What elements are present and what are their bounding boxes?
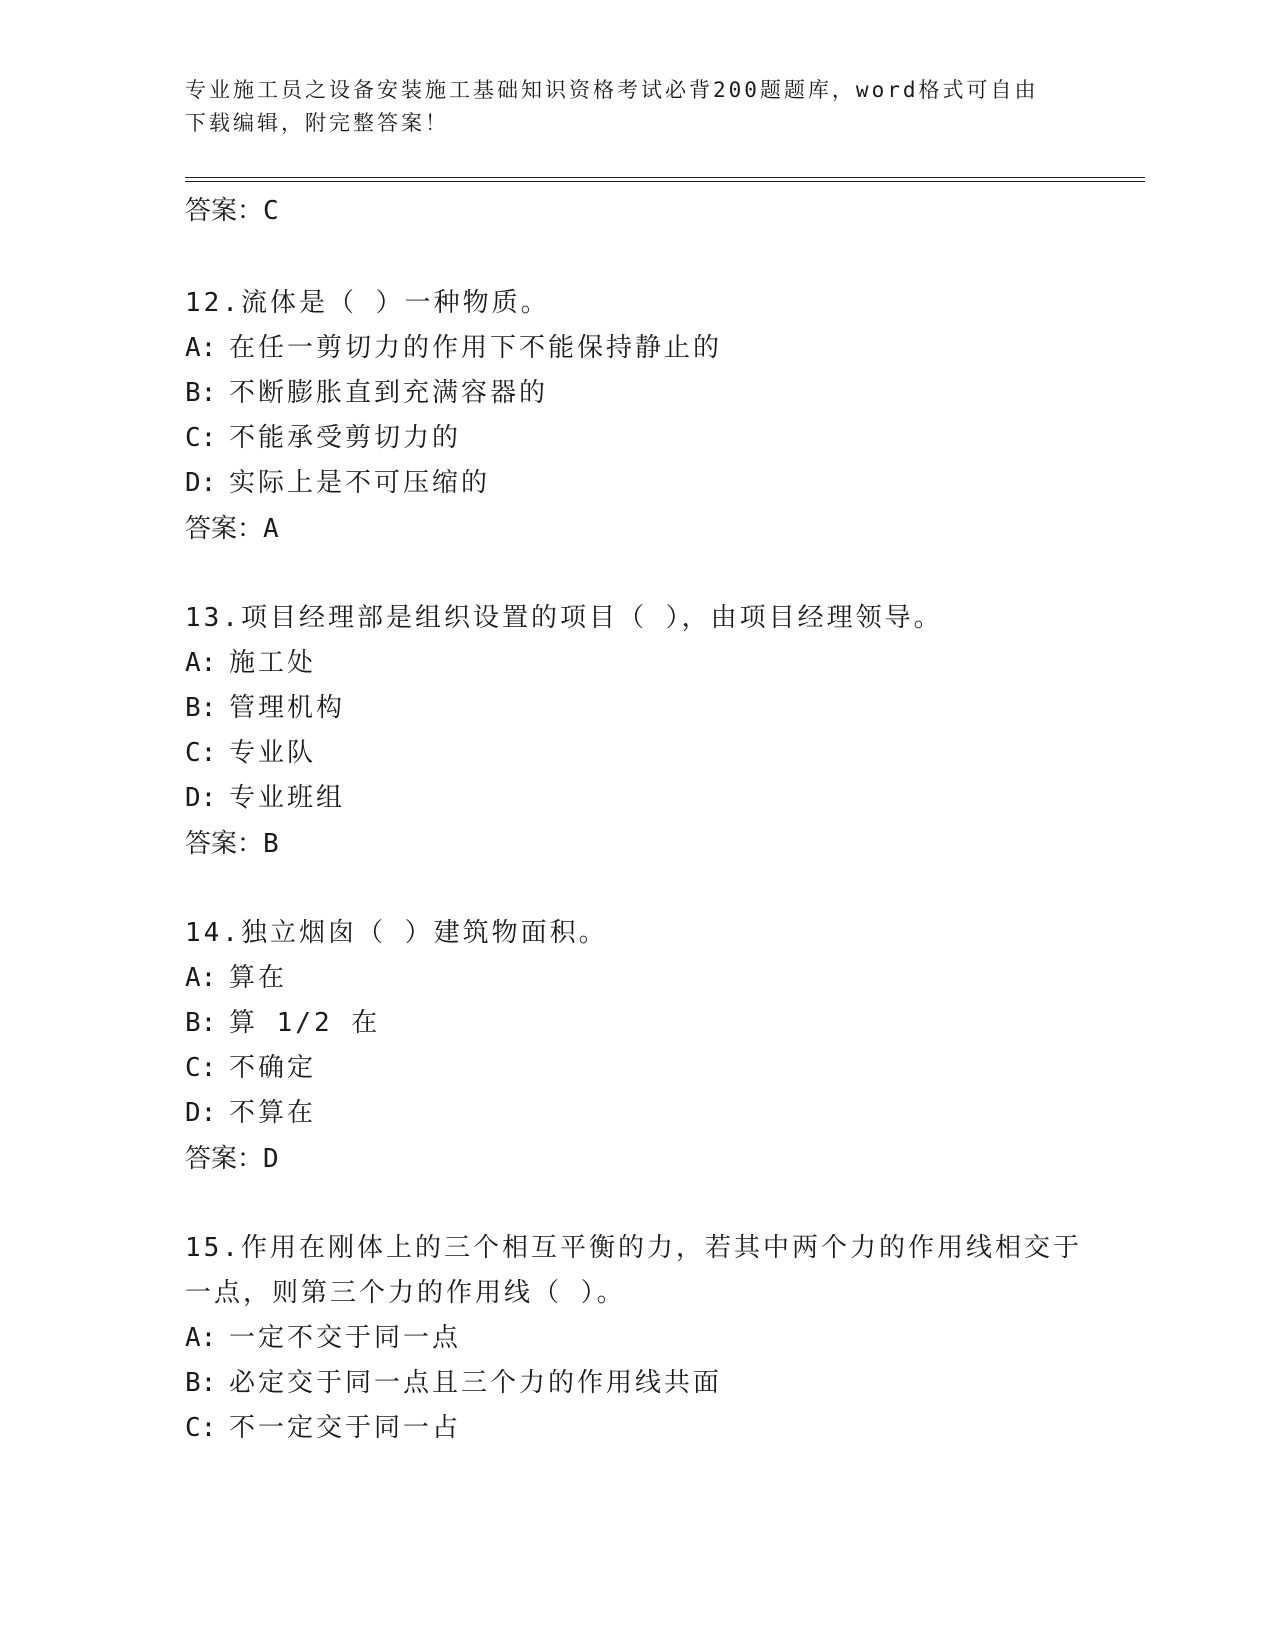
option-letter: B: [185, 1008, 217, 1038]
option-text: 不能承受剪切力的 [229, 423, 462, 453]
option-c [185, 416, 1125, 461]
option-a [185, 1316, 1125, 1361]
document-header [185, 74, 1065, 140]
option-c [185, 1046, 1125, 1091]
option-letter: A: [185, 648, 217, 678]
option-b [185, 371, 1125, 416]
option-text: 不确定 [229, 1053, 317, 1083]
option-letter: C: [185, 738, 217, 768]
header-line-1: 专业施工员之设备安装施工基础知识资格考试必背200题题库，word格式可自由 [185, 78, 1039, 102]
option-text: 一定不交于同一点 [229, 1323, 462, 1353]
option-letter: D: [185, 1098, 217, 1128]
header-divider-bottom [185, 181, 1145, 182]
header-divider-top [185, 177, 1145, 178]
question-15 [185, 1226, 1125, 1451]
option-text: 专业班组 [229, 783, 346, 813]
question-stem: 13.项目经理部是组织设置的项目（ ），由项目经理领导。 [185, 603, 943, 633]
question-14 [185, 911, 1125, 1182]
option-letter: D: [185, 468, 217, 498]
answer: 答案：D [185, 1144, 279, 1174]
option-d [185, 1091, 1125, 1136]
option-b [185, 1001, 1125, 1046]
question-stem: 12.流体是（ ）一种物质。 [185, 288, 550, 318]
option-letter: B: [185, 693, 217, 723]
option-letter: B: [185, 378, 217, 408]
question-list [185, 185, 1125, 1451]
option-letter: C: [185, 1053, 217, 1083]
option-text: 在任一剪切力的作用下不能保持静止的 [229, 333, 723, 363]
option-d [185, 776, 1125, 821]
previous-answer: 答案：C [185, 196, 279, 226]
option-c [185, 731, 1125, 776]
option-text: 不算在 [229, 1098, 317, 1128]
option-letter: A: [185, 963, 217, 993]
answer: 答案：B [185, 829, 279, 859]
option-a [185, 326, 1125, 371]
question-12 [185, 281, 1125, 552]
question-13 [185, 596, 1125, 867]
header-line-2: 下载编辑，附完整答案！ [185, 111, 449, 135]
option-text: 施工处 [229, 648, 317, 678]
option-text: 算在 [229, 963, 288, 993]
option-a [185, 956, 1125, 1001]
option-b [185, 1361, 1125, 1406]
question-stem: 14.独立烟囱（ ）建筑物面积。 [185, 918, 608, 948]
option-a [185, 641, 1125, 686]
option-letter: A: [185, 333, 217, 363]
option-letter: C: [185, 1413, 217, 1443]
question-stem: 15.作用在刚体上的三个相互平衡的力，若其中两个力的作用线相交于一点，则第三个力的作用线（ ）。 [185, 1233, 1082, 1308]
option-text: 算 1/2 在 [229, 1008, 381, 1038]
option-letter: B: [185, 1368, 217, 1398]
answer: 答案：A [185, 514, 279, 544]
option-letter: A: [185, 1323, 217, 1353]
option-d [185, 461, 1125, 506]
option-letter: C: [185, 423, 217, 453]
option-text: 管理机构 [229, 693, 346, 723]
option-text: 实际上是不可压缩的 [229, 468, 491, 498]
option-text: 必定交于同一点且三个力的作用线共面 [229, 1368, 723, 1398]
option-c [185, 1406, 1125, 1451]
option-text: 不一定交于同一占 [229, 1413, 462, 1443]
option-text: 专业队 [229, 738, 317, 768]
option-letter: D: [185, 783, 217, 813]
option-b [185, 686, 1125, 731]
option-text: 不断膨胀直到充满容器的 [229, 378, 549, 408]
